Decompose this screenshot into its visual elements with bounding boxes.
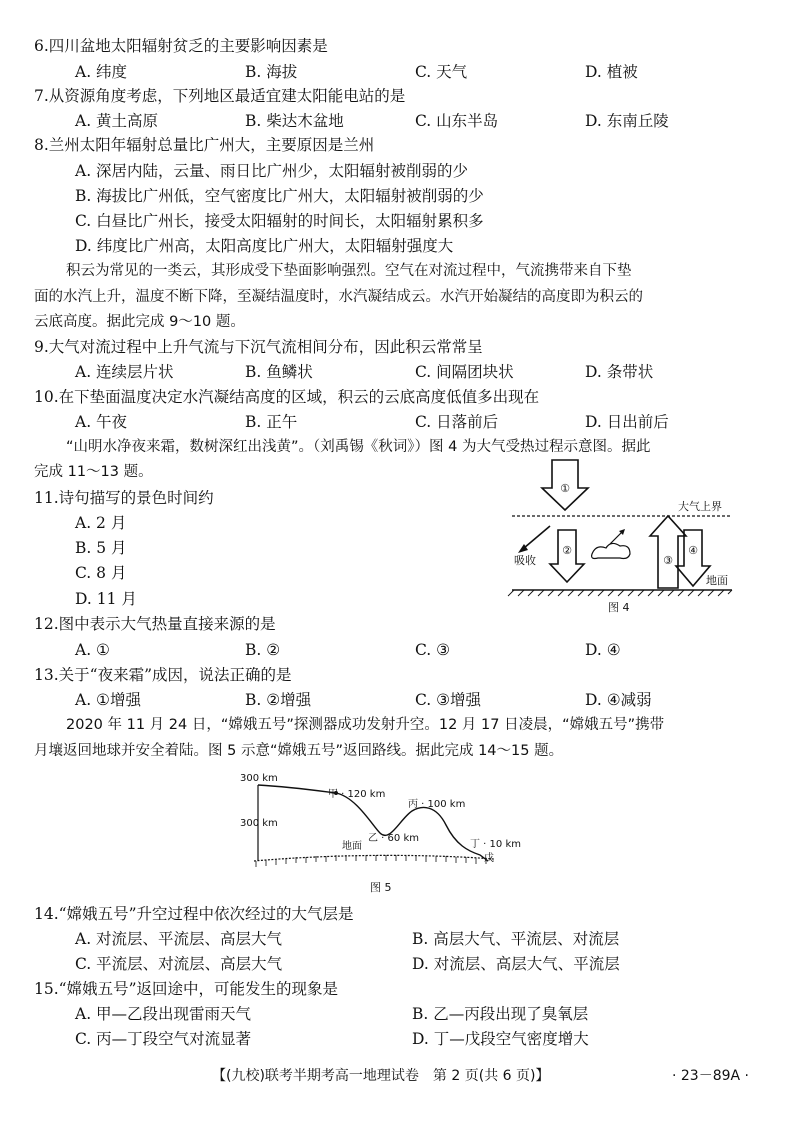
question-13-option-b: B. ②增强 bbox=[245, 691, 312, 709]
label-upper-atmosphere: 大气上界 bbox=[678, 500, 722, 513]
question-8-option-c: C. 白昼比广州长，接受太阳辐射的时间长，太阳辐射累积多 bbox=[75, 212, 484, 230]
question-15-stem: 15.“嫦娥五号”返回途中，可能发生的现象是 bbox=[34, 980, 338, 998]
passage-3-line-2: 月壤返回地球并安全着陆。图 5 示意“嫦娥五号”返回路线。据此完成 14～15 题。 bbox=[34, 743, 564, 759]
ground-hatching bbox=[508, 590, 732, 596]
figure-5-diagram bbox=[232, 765, 522, 897]
question-7-option-d: D. 东南丘陵 bbox=[585, 112, 669, 130]
question-6-option-c: C. 天气 bbox=[415, 63, 468, 81]
passage-1-line-3: 云底高度。据此完成 9～10 题。 bbox=[34, 314, 245, 330]
question-6-option-d: D. 植被 bbox=[585, 63, 638, 81]
figure-5-caption: 图 5 bbox=[370, 881, 392, 894]
question-8-stem: 8.兰州太阳年辐射总量比广州大，主要原因是兰州 bbox=[34, 136, 375, 154]
question-9-option-b: B. 鱼鳞状 bbox=[245, 363, 313, 381]
question-7-option-b: B. 柴达木盆地 bbox=[245, 112, 344, 130]
arrow-4-atmospheric-counter-radiation bbox=[676, 530, 710, 586]
question-13-option-c: C. ③增强 bbox=[415, 691, 482, 709]
footer-title: 【(九校)联考半期考高一地理试卷 第 2 页(共 6 页)】 bbox=[212, 1068, 550, 1084]
question-15-option-d: D. 丁—戊段空气密度增大 bbox=[412, 1030, 589, 1048]
question-7-stem: 7.从资源角度考虑，下列地区最适宜建太阳能电站的是 bbox=[34, 87, 406, 105]
question-6-option-b: B. 海拔 bbox=[245, 63, 298, 81]
figure-4-diagram bbox=[500, 458, 740, 618]
question-11-option-b: B. 5 月 bbox=[75, 539, 127, 557]
question-12-option-a: A. ① bbox=[75, 641, 110, 659]
absorb-arrow bbox=[524, 526, 550, 548]
question-14-stem: 14.“嫦娥五号”升空过程中依次经过的大气层是 bbox=[34, 905, 354, 923]
cloud-icon bbox=[592, 543, 630, 558]
question-14-option-b: B. 高层大气、平流层、对流层 bbox=[412, 930, 620, 948]
label-yi: 乙 · 60 km bbox=[368, 833, 419, 844]
question-11-option-a: A. 2 月 bbox=[75, 514, 127, 532]
figure-4-caption: 图 4 bbox=[608, 601, 630, 614]
footer-code: · 23－89A · bbox=[672, 1068, 750, 1084]
question-12-option-c: C. ③ bbox=[415, 641, 451, 659]
passage-3-line-1: 2020 年 11 月 24 日，“嫦娥五号”探测器成功发射升空。12 月 17 日凌晨，“嫦娥五号”携带 bbox=[66, 717, 665, 733]
question-14-option-a: A. 对流层、平流层、高层大气 bbox=[75, 930, 283, 948]
label-ding: 丁 · 10 km bbox=[470, 839, 521, 850]
passage-1-line-1: 积云为常见的一类云，其形成受下垫面影响强烈。空气在对流过程中，气流携带来自下垫 bbox=[66, 263, 632, 279]
question-15-option-b: B. 乙—丙段出现了臭氧层 bbox=[412, 1005, 589, 1023]
question-10-stem: 10.在下垫面温度决定水汽凝结高度的区域，积云的云底高度低值多出现在 bbox=[34, 388, 540, 406]
question-9-stem: 9.大气对流过程中上升气流与下沉气流相间分布，因此积云常常呈 bbox=[34, 338, 483, 356]
arrow-3-ground-radiation bbox=[650, 516, 686, 588]
label-bing: 丙 · 100 km bbox=[408, 799, 466, 810]
question-12-option-d: D. ④ bbox=[585, 641, 621, 659]
label-ground-fig5: 地面 bbox=[342, 841, 362, 852]
question-10-option-a: A. 午夜 bbox=[75, 413, 128, 431]
label-jia: 甲 · 120 km bbox=[328, 789, 386, 800]
passage-2-line-1: “山明水净夜来霜，数树深红出浅黄”。（刘禹锡《秋词》）图 4 为大气受热过程示意图。据此 bbox=[66, 439, 651, 455]
marker-3: ③ bbox=[663, 554, 673, 567]
question-15-option-a: A. 甲—乙段出现雷雨天气 bbox=[75, 1005, 252, 1023]
question-10-option-d: D. 日出前后 bbox=[585, 413, 669, 431]
question-12-option-b: B. ② bbox=[245, 641, 281, 659]
question-6-option-a: A. 纬度 bbox=[75, 63, 128, 81]
label-mid-300km: 300 km bbox=[240, 818, 278, 829]
marker-4: ④ bbox=[688, 544, 698, 557]
question-9-option-c: C. 间隔团块状 bbox=[415, 363, 514, 381]
earth-surface-arc bbox=[254, 855, 494, 861]
question-13-option-a: A. ①增强 bbox=[75, 691, 141, 709]
marker-2: ② bbox=[562, 544, 572, 557]
passage-2-line-2: 完成 11～13 题。 bbox=[34, 464, 153, 480]
label-ground: 地面 bbox=[706, 574, 728, 587]
cloud-reflect-arrow bbox=[610, 532, 622, 544]
label-absorb: 吸收 bbox=[514, 554, 536, 567]
question-9-option-a: A. 连续层片状 bbox=[75, 363, 174, 381]
question-10-option-b: B. 正午 bbox=[245, 413, 298, 431]
question-14-option-d: D. 对流层、高层大气、平流层 bbox=[412, 955, 620, 973]
question-7-option-c: C. 山东半岛 bbox=[415, 112, 499, 130]
question-14-option-c: C. 平流层、对流层、高层大气 bbox=[75, 955, 283, 973]
question-8-option-d: D. 纬度比广州高，太阳高度比广州大，太阳辐射强度大 bbox=[75, 237, 454, 255]
question-9-option-d: D. 条带状 bbox=[585, 363, 654, 381]
label-wu: 戊 bbox=[484, 853, 494, 864]
question-15-option-c: C. 丙—丁段空气对流显著 bbox=[75, 1030, 252, 1048]
question-11-stem: 11.诗句描写的景色时间约 bbox=[34, 489, 214, 507]
question-11-option-c: C. 8 月 bbox=[75, 564, 127, 582]
question-10-option-c: C. 日落前后 bbox=[415, 413, 499, 431]
question-8-option-a: A. 深居内陆，云量、雨日比广州少，太阳辐射被削弱的少 bbox=[75, 162, 469, 180]
passage-1-line-2: 面的水汽上升，温度不断下降，至凝结温度时，水汽凝结成云。水汽开始凝结的高度即为积云的 bbox=[34, 289, 643, 305]
question-12-stem: 12.图中表示大气热量直接来源的是 bbox=[34, 615, 276, 633]
question-11-option-d: D. 11 月 bbox=[75, 590, 137, 608]
question-7-option-a: A. 黄土高原 bbox=[75, 112, 159, 130]
question-13-stem: 13.关于“夜来霜”成因，说法正确的是 bbox=[34, 666, 292, 684]
question-8-option-b: B. 海拔比广州低，空气密度比广州大，太阳辐射被削弱的少 bbox=[75, 187, 484, 205]
question-6-stem: 6.四川盆地太阳辐射贫乏的主要影响因素是 bbox=[34, 37, 328, 55]
question-13-option-d: D. ④减弱 bbox=[585, 691, 652, 709]
marker-1: ① bbox=[560, 482, 570, 495]
label-top-300km: 300 km bbox=[240, 773, 278, 784]
